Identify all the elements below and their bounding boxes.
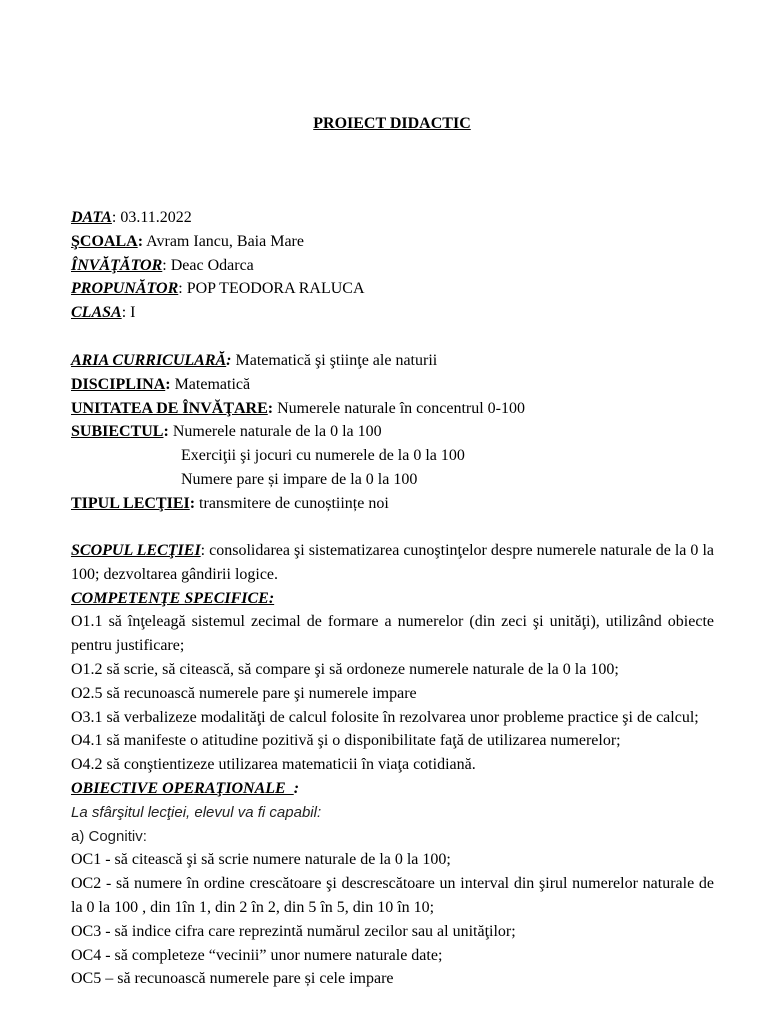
unit-sep: : [267, 399, 274, 417]
competence-item: O4.1 să manifeste o atitudine pozitivă şi o disponibilitate faţă de utilizarea numerelor; [71, 732, 621, 750]
school-label: ŞCOALA [71, 232, 138, 250]
lesson-type-sep: : [189, 494, 196, 512]
school-sep: : [137, 232, 144, 250]
lesson-type-label: TIPUL LECŢIEI [71, 494, 190, 512]
proposer-label: PROPUNĂTOR [71, 280, 179, 298]
objectives-label: OBIECTIVE OPERAŢIONALE [71, 779, 294, 797]
scope-label: SCOPUL LECŢIEI [71, 542, 201, 559]
competence-item: O1.1 să înţeleagă sistemul zecimal de formare a numerelor (din zeci şi unităţi), utilizând obiecte pentru justificare; [71, 613, 714, 655]
discipline-sep: : [165, 375, 171, 393]
subject-label: SUBIECTUL [71, 423, 164, 441]
competence-item: O1.2 să scrie, să citească, să compare şi să ordoneze numerele naturale de la 0 la 100; [71, 660, 619, 678]
date-line [71, 206, 714, 230]
date-label: DATA [71, 209, 112, 226]
proposer-line [71, 277, 714, 301]
objectives-heading [71, 777, 714, 801]
teacher-value: : Deac Odarca [162, 256, 254, 274]
competences-heading [71, 587, 714, 611]
competence-item: O2.5 să recunoască numerele pare şi numerele impare [71, 684, 417, 702]
objective-item: OC4 - să completeze “vecinii” unor numere naturale date; [71, 946, 443, 964]
class-label: CLASA [71, 304, 122, 322]
subject-value-3: Numere pare și impare de la 0 la 100 [181, 470, 418, 488]
objective-item: OC2 - să numere în ordine crescătoare şi descrescătoare un interval din şirul numerelor naturale de la 0 la 100 , din 1în 1, din 2 în 2, din 5 în 5, din 10 în 10; [71, 875, 714, 916]
scope-paragraph [71, 539, 714, 587]
aria-value: Matematică şi ştiinţe ale naturii [231, 352, 438, 369]
teacher-label: ÎNVĂŢĂTOR [71, 256, 163, 274]
aria-label: ARIA CURRICULARĂ [71, 352, 227, 369]
discipline-label: DISCIPLINA [71, 375, 166, 393]
cognitive-heading: a) Cognitiv: [71, 827, 147, 845]
unit-value: Numerele naturale în concentrul 0-100 [273, 399, 526, 417]
objective-item: OC5 – să recunoască numerele pare și cele impare [71, 970, 394, 988]
competence-item: O3.1 să verbalizeze modalităţi de calcul folosite în rezolvarea unor probleme practice şi de calcul; [71, 708, 699, 726]
scope-text: : consolidarea şi sistematizarea cunoştinţelor despre numerele naturale de la 0 la 100; dezvoltarea gândirii logice. [71, 542, 714, 583]
school-value: Avram Iancu, Baia Mare [143, 232, 304, 250]
competence-item: O4.2 să conştientizeze utilizarea matematicii în viaţa cotidiană. [71, 756, 476, 774]
unit-line [71, 397, 714, 421]
subject-value-2: Exerciţii şi jocuri cu numerele de la 0 la 100 [181, 447, 465, 465]
discipline-value: Matematică [170, 375, 251, 393]
lesson-type-value: transmitere de cunoștiințe noi [195, 494, 389, 512]
teacher-line [71, 254, 714, 278]
lesson-type-line [71, 492, 714, 516]
objectives-colon: : [293, 779, 300, 797]
class-value: : I [121, 304, 136, 322]
subject-sep: : [163, 423, 169, 441]
objective-item: OC1 - să citească şi să scrie numere naturale de la 0 la 100; [71, 851, 451, 869]
document-title: PROIECT DIDACTIC [313, 115, 471, 132]
competences-label: COMPETENŢE SPECIFICE: [71, 589, 275, 607]
aria-line [71, 349, 714, 373]
main-block [71, 539, 714, 991]
objectives-intro: La sfârşitul lecţiei, elevul va fi capabil: [71, 803, 322, 821]
objective-item: OC3 - să indice cifra care reprezintă numărul zecilor sau al unităţilor; [71, 922, 516, 940]
subject-value-1: Numerele naturale de la 0 la 100 [168, 423, 382, 441]
info-block [71, 349, 714, 516]
subject-line [71, 420, 714, 444]
class-line [71, 301, 714, 325]
unit-label: UNITATEA DE ÎNVĂŢARE [71, 399, 268, 417]
header-block [71, 206, 714, 325]
date-value: : 03.11.2022 [111, 209, 192, 226]
discipline-line [71, 373, 714, 397]
proposer-value: : POP TEODORA RALUCA [178, 280, 365, 298]
school-line [71, 230, 714, 254]
aria-sep: : [226, 352, 232, 369]
